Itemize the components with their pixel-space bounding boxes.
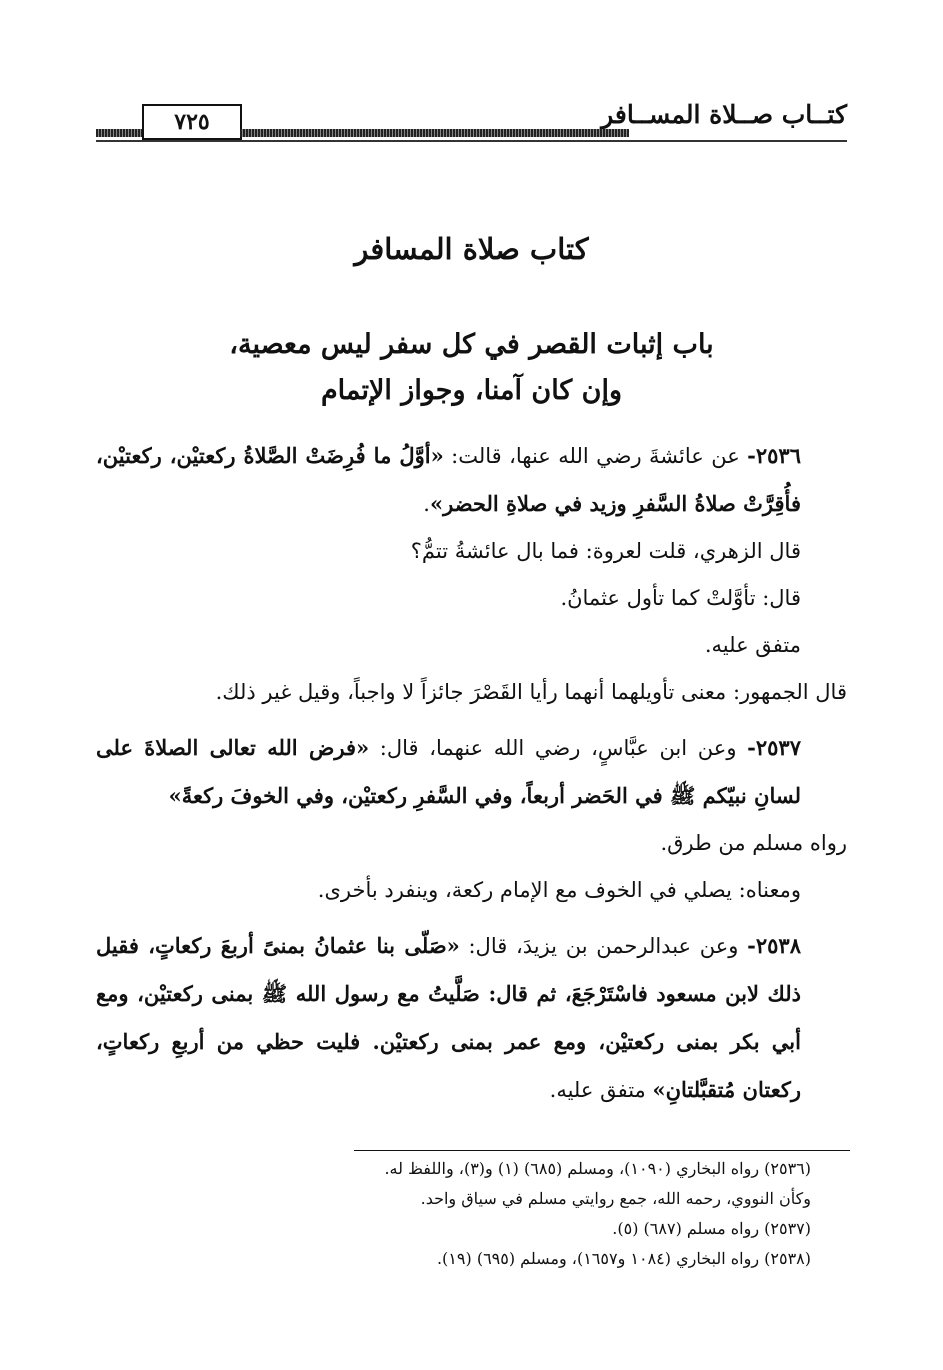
hadith-number: ٢٥٣٨- — [747, 933, 801, 958]
chapter-title — [96, 322, 847, 414]
hadith-note: قال الزهري، قلت لعروة: فما بال عائشةُ تتمُّ؟ — [410, 539, 801, 563]
hadith-tail: . — [423, 492, 430, 516]
footnote-separator — [354, 1150, 850, 1151]
running-header — [96, 96, 847, 148]
hadith-tail: متفق عليه. — [549, 1078, 653, 1102]
chapter-title-line-2: وإن كان آمنا، وجواز الإتمام — [320, 375, 623, 406]
hadith-intro: وعن عبدالرحمن بن يزيدَ، قال: — [459, 934, 739, 958]
hadith-intro: وعن ابن عبَّاسٍ، رضي الله عنهما، قال: — [369, 736, 737, 760]
hadith-note: قال: تأوَّلتْ كما تأول عثمانُ. — [560, 586, 801, 610]
hadith-quote: «أوَّلُ ما فُرِضَتْ الصَّلاةُ ركعتيْن، ركعتيْن، فأُقِرَّتْ صلاةُ السَّفرِ وزيد في صلاةِ الحضر» — [96, 443, 801, 516]
main-text — [96, 432, 847, 1114]
header-rule-bottom — [96, 140, 847, 142]
footnotes — [96, 1154, 847, 1274]
hadith-2537 — [96, 724, 847, 820]
hadith-note: رواه مسلم من طرق. — [660, 831, 847, 855]
hadith-quote: «فرض الله تعالى الصلاةَ على لسانِ نبيّكم ﷺ في الحَضر أربعاً، وفي السَّفرِ ركعتيْن، وفي الخوفَ ركعةً» — [96, 735, 801, 808]
footnote: وكأن النووي، رحمه الله، جمع روايتي مسلم في سياق واحد. — [420, 1189, 811, 1208]
page-number: ٧٢٥ — [142, 104, 242, 140]
chapter-title-line-1: باب إثبات القصر في كل سفر ليس معصية، — [229, 329, 714, 360]
hadith-note: قال الجمهور: معنى تأويلهما أنهما رأيا القَصْرَ جائزاً لا واجباً، وقيل غير ذلك. — [215, 680, 847, 704]
hadith-number: ٢٥٣٧- — [747, 735, 801, 760]
hadith-2536 — [96, 432, 847, 528]
hadith-note: متفق عليه. — [704, 633, 801, 657]
running-header-title: كتــاب صــلاة المســافر — [601, 100, 847, 129]
header-rule-right — [240, 129, 629, 137]
hadith-note: ومعناه: يصلي في الخوف مع الإمام ركعة، وينفرد بأخرى. — [317, 878, 801, 902]
hadith-intro: عن عائشةَ رضي الله عنها، قالت: — [443, 444, 740, 468]
footnote: (٢٥٣٦) رواه البخاري (١٠٩٠)، ومسلم (٦٨٥) (١) و(٣)، واللفظ له. — [384, 1159, 811, 1178]
hadith-quote: «صَلّى بنا عثمانُ بمنىً أربعَ ركعاتٍ، فقيل ذلك لابن مسعود فاسْتَرْجَعَ، ثم قال: صَلَّيتُ مع رسول الله ﷺ بمنى ركعتيْن، ومع أبي بكر بمنى ركعتيْن، ومع عمر بمنى ركعتيْن. فليت حظي من أربعِ ركعاتٍ، ركعتان مُتقبَّلتانِ» — [96, 933, 801, 1102]
footnote: (٢٥٣٨) رواه البخاري (١٠٨٤ و١٦٥٧)، ومسلم (٦٩٥) (١٩). — [436, 1249, 811, 1268]
book-title: كتاب صلاة المسافر — [354, 232, 589, 266]
hadith-2538 — [96, 922, 847, 1114]
header-rule-left — [96, 129, 142, 137]
hadith-number: ٢٥٣٦- — [747, 443, 801, 468]
footnote: (٢٥٣٧) رواه مسلم (٦٨٧) (٥). — [612, 1219, 811, 1238]
